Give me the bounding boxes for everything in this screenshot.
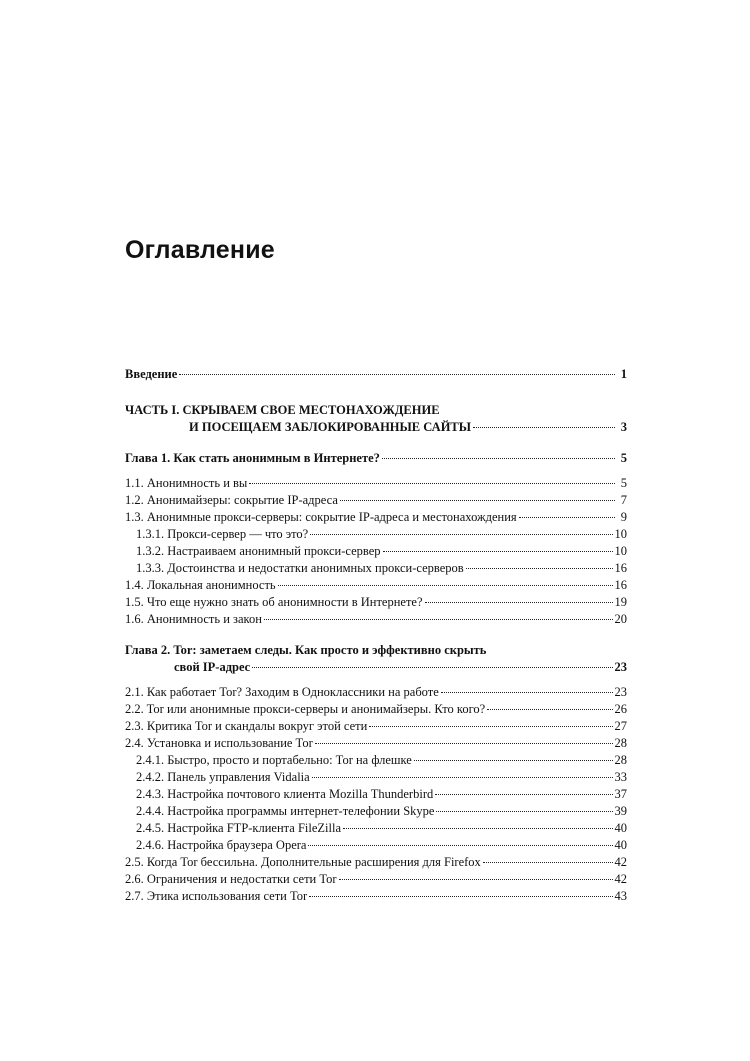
leader-dots bbox=[382, 458, 615, 459]
toc-subentry[interactable] bbox=[125, 837, 627, 854]
leader-dots bbox=[252, 667, 612, 668]
toc-entry-label: Введение bbox=[125, 367, 178, 381]
leader-dots bbox=[441, 692, 613, 693]
toc-page-number: 40 bbox=[614, 821, 627, 835]
leader-dots bbox=[308, 845, 612, 846]
toc-subentry[interactable] bbox=[125, 786, 627, 803]
toc-chapter-2[interactable] bbox=[125, 642, 627, 676]
toc-entry-label: 1.6. Анонимность и закон bbox=[125, 612, 262, 626]
toc-page-number: 33 bbox=[614, 770, 627, 784]
toc-page-number: 5 bbox=[620, 476, 627, 490]
leader-dots bbox=[179, 374, 615, 375]
toc-subentry[interactable] bbox=[125, 803, 627, 820]
toc-subentry[interactable] bbox=[125, 820, 627, 837]
toc-page-number: 10 bbox=[614, 527, 627, 541]
toc-entry-label: 1.3. Анонимные прокси-серверы: сокрытие IP-адреса и местонахождения bbox=[125, 510, 517, 524]
toc-entry-label: 2.4. Установка и использование Tor bbox=[125, 736, 313, 750]
toc-chapter-title-line1: Глава 2. Tor: заметаем следы. Как просто и эффективно скрыть bbox=[125, 643, 487, 657]
toc-page-number: 9 bbox=[620, 510, 627, 524]
toc-entry-label: 2.2. Tor или анонимные прокси-серверы и анонимайзеры. Кто кого? bbox=[125, 702, 486, 716]
leader-dots bbox=[473, 427, 615, 428]
toc-page-number: 23 bbox=[614, 685, 627, 699]
toc-entry[interactable] bbox=[125, 492, 627, 509]
toc-entry-label: 2.7. Этика использования сети Tor bbox=[125, 889, 308, 903]
leader-dots bbox=[414, 760, 613, 761]
leader-dots bbox=[435, 794, 612, 795]
toc-chapter-label: Глава 1. Как стать анонимным в Интернете? bbox=[125, 451, 380, 465]
toc-page-number: 42 bbox=[614, 872, 627, 886]
toc-entry[interactable] bbox=[125, 594, 627, 611]
toc-entry-label: 1.5. Что еще нужно знать об анонимности в Интернете? bbox=[125, 595, 423, 609]
toc-chapter-1-entries bbox=[125, 475, 627, 628]
toc-entry[interactable] bbox=[125, 718, 627, 735]
toc-page-number: 27 bbox=[614, 719, 627, 733]
leader-dots bbox=[369, 726, 612, 727]
toc-entry[interactable] bbox=[125, 577, 627, 594]
toc-entry-label: 2.4.6. Настройка браузера Opera bbox=[136, 838, 307, 852]
leader-dots bbox=[487, 709, 612, 710]
toc-subentry[interactable] bbox=[125, 752, 627, 769]
toc-part-title-line2: И ПОСЕЩАЕМ ЗАБЛОКИРОВАННЫЕ САЙТЫ bbox=[189, 420, 472, 434]
toc-entry-label: 1.3.1. Прокси-сервер — что это? bbox=[136, 527, 309, 541]
toc-page-number: 20 bbox=[614, 612, 627, 626]
page-title: Оглавление bbox=[125, 236, 275, 264]
toc-page-number: 1 bbox=[620, 367, 627, 381]
toc-page-number: 10 bbox=[614, 544, 627, 558]
toc-page-number: 3 bbox=[620, 420, 627, 434]
toc-entry-label: 2.4.3. Настройка почтового клиента Mozilla Thunderbird bbox=[136, 787, 434, 801]
toc-page-number: 26 bbox=[614, 702, 627, 716]
toc-entry[interactable] bbox=[125, 475, 627, 492]
toc-entry[interactable] bbox=[125, 871, 627, 888]
toc-page-number: 42 bbox=[614, 855, 627, 869]
toc-part-title-line2-row bbox=[125, 419, 627, 436]
leader-dots bbox=[309, 896, 612, 897]
toc-page-number: 16 bbox=[614, 561, 627, 575]
toc-entry-label: 2.4.5. Настройка FTP-клиента FileZilla bbox=[136, 821, 342, 835]
toc-page-number: 16 bbox=[614, 578, 627, 592]
toc-entry[interactable] bbox=[125, 684, 627, 701]
leader-dots bbox=[436, 811, 612, 812]
toc-entry[interactable] bbox=[125, 854, 627, 871]
toc-page-number: 28 bbox=[614, 736, 627, 750]
toc-page-number: 39 bbox=[614, 804, 627, 818]
toc-entry-label: 2.4.4. Настройка программы интернет-телефонии Skype bbox=[136, 804, 435, 818]
leader-dots bbox=[466, 568, 613, 569]
leader-dots bbox=[339, 879, 613, 880]
toc-part-title-line1: ЧАСТЬ I. СКРЫВАЕМ СВОЕ МЕСТОНАХОЖДЕНИЕ bbox=[125, 403, 440, 417]
toc-entry[interactable] bbox=[125, 888, 627, 905]
leader-dots bbox=[264, 619, 613, 620]
toc-page-number: 7 bbox=[620, 493, 627, 507]
toc-entry-label: 2.5. Когда Tor бессильна. Дополнительные расширения для Firefox bbox=[125, 855, 481, 869]
toc-subentry[interactable] bbox=[125, 526, 627, 543]
toc-page-number: 37 bbox=[614, 787, 627, 801]
toc-entry-label: 1.1. Анонимность и вы bbox=[125, 476, 248, 490]
toc-page-number: 40 bbox=[614, 838, 627, 852]
toc-entry-label: 2.4.1. Быстро, просто и портабельно: Tor на флешке bbox=[136, 753, 412, 767]
toc-chapter-title-line2-row bbox=[125, 659, 627, 676]
table-of-contents bbox=[125, 366, 627, 905]
toc-subentry[interactable] bbox=[125, 769, 627, 786]
leader-dots bbox=[483, 862, 613, 863]
toc-entry-label: 2.1. Как работает Tor? Заходим в Одноклассники на работе bbox=[125, 685, 439, 699]
leader-dots bbox=[310, 534, 612, 535]
toc-page-number: 19 bbox=[614, 595, 627, 609]
toc-entry[interactable] bbox=[125, 701, 627, 718]
toc-page-number: 5 bbox=[620, 451, 627, 465]
leader-dots bbox=[519, 517, 615, 518]
leader-dots bbox=[340, 500, 615, 501]
toc-entry-label: 1.3.3. Достоинства и недостатки анонимных прокси-серверов bbox=[136, 561, 464, 575]
leader-dots bbox=[249, 483, 615, 484]
leader-dots bbox=[383, 551, 613, 552]
toc-subentry[interactable] bbox=[125, 543, 627, 560]
toc-entry-label: 1.2. Анонимайзеры: сокрытие IP-адреса bbox=[125, 493, 338, 507]
toc-entry-label: 1.3.2. Настраиваем анонимный прокси-сервер bbox=[136, 544, 381, 558]
toc-entry[interactable] bbox=[125, 509, 627, 526]
toc-entry[interactable] bbox=[125, 735, 627, 752]
toc-entry-label: 2.3. Критика Tor и скандалы вокруг этой сети bbox=[125, 719, 368, 733]
leader-dots bbox=[425, 602, 613, 603]
toc-entry[interactable] bbox=[125, 611, 627, 628]
toc-entry-label: 2.4.2. Панель управления Vidalia bbox=[136, 770, 310, 784]
toc-entry-intro[interactable] bbox=[125, 366, 627, 383]
toc-entry-label: 2.6. Ограничения и недостатки сети Tor bbox=[125, 872, 337, 886]
toc-page-number: 23 bbox=[614, 660, 627, 674]
toc-part-1[interactable] bbox=[125, 402, 627, 436]
toc-chapter-2-entries bbox=[125, 684, 627, 905]
toc-chapter-title-line2: свой IP-адрес bbox=[174, 660, 251, 674]
leader-dots bbox=[315, 743, 613, 744]
leader-dots bbox=[312, 777, 613, 778]
toc-subentry[interactable] bbox=[125, 560, 627, 577]
toc-page-number: 28 bbox=[614, 753, 627, 767]
toc-entry-label: 1.4. Локальная анонимность bbox=[125, 578, 276, 592]
toc-page-number: 43 bbox=[614, 889, 627, 903]
leader-dots bbox=[343, 828, 612, 829]
leader-dots bbox=[278, 585, 613, 586]
toc-chapter-1[interactable] bbox=[125, 450, 627, 467]
